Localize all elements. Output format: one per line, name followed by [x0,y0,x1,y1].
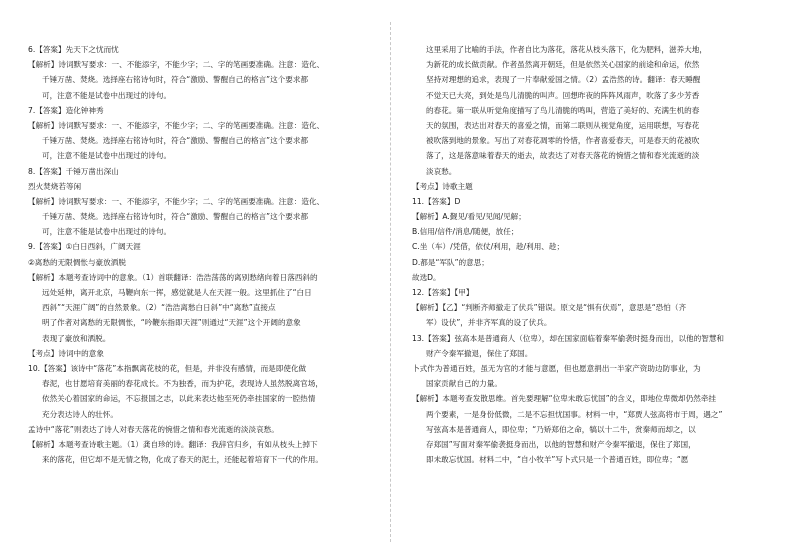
left-text-line: 千锤万凿、焚烧。选择座右铭诗句时，符合“激励、警醒自己的格言”这个要求都 [42,212,309,222]
left-text-line: 充分表达诗人的壮怀。 [42,409,118,419]
left-text-line: 【考点】诗词中的意象 [28,348,104,358]
right-text-line: 国家贡献自己的力量。 [426,379,502,389]
right-text-line: 为新花的成长做贡献。作者虽然离开朝廷，但是依然关心国家的前途和命运，依然 [426,60,700,70]
right-text-line: B.信用/信件/消息/随便，放任； [412,227,519,237]
left-text-line: 【解析】本题考查诗词中的意象。（1）首联翻译：浩浩荡荡的离别愁绪向着日落西斜的 [28,272,318,282]
left-text-line: 可，注意不能是试卷中出现过的诗句。 [42,90,172,100]
right-text-line: 的春花。第一联从听觉角度描写了鸟儿清脆的鸣叫，营造了美好的、充满生机的春 [426,105,700,115]
left-text-line: 【解析】诗词默写要求：一、不能添字，不能少字；二、字的笔画要准确。注意：造化、 [28,196,325,206]
left-text-line: 可，注意不能是试卷中出现过的诗句。 [42,227,172,237]
right-text-line: 两个要素，一是身份低微，二是不忘担忧国事。材料一中，“郑贾人弦高将市于周，遇之” [426,409,723,419]
right-text-line: 写弦高本是普通商人，即位卑；“乃矫郑伯之命，犒以十二牛，赏秦师而却之，以 [426,424,696,434]
left-text-line: 远处延伸，离开北京，马鞭向东一挥，感觉就是人在天涯一般。这里抓住了“白日 [42,288,312,297]
left-text-line: 来的落花，但它却不是无情之物，化成了春天的泥土，还能起着培育下一代的作用。 [42,455,323,465]
left-text-line: 7.【答案】造化钟神秀 [28,105,104,115]
left-text-line: 8.【答案】千锤万凿出深山 [28,166,119,176]
right-text-line: 存郑国”写面对秦军偷袭挺身而出，以他的智慧和财产令秦军撤退，保住了郑国， [426,439,696,449]
right-text-line: 淡哀愁。 [426,166,457,176]
right-text-line: 不觉天已大亮，到处是鸟儿清脆的叫声。回想昨夜的阵阵风雨声，吹落了多少芳香 [426,90,700,100]
right-text-line: 11.【答案】D [412,196,461,206]
left-text-line: 孟诗中“落花”则表达了诗人对春天落花的惋惜之情和春光流逝的淡淡哀愁。 [28,424,279,434]
left-text-line: ②离愁的无限惆怅与豪放洒脱 [28,257,126,267]
left-text-line: 依然关心着国家的命运，不忘报国之志，以此来表达他至死仍牵挂国家的一腔热情 [42,394,316,404]
left-text-line: 10.【答案】该诗中“落花”本指飘离花枝的花，但是，并非没有感情，而是即使化做 [28,363,307,373]
right-text-line: 12.【答案】【甲】 [412,288,474,297]
left-text-line: 明了作者对离愁的无限惆怅，“吟鞭东指即天涯”则通过“天涯”这个开阔的意象 [42,318,301,328]
right-text-line: 【解析】本题考查发散思维。首先要理解“位卑未敢忘忧国”的含义，即地位卑微却仍然牵挂 [412,394,717,404]
left-text-line: 千锤万凿、焚烧。选择座右铭诗句时，符合“激励、警醒自己的格言”这个要求都 [42,75,309,85]
right-column [412,42,758,467]
left-text-line: 千锤万凿、焚烧。选择座右铭诗句时，符合“激励、警醒自己的格言”这个要求都 [42,136,309,146]
right-text-line: 天的氛围，表达出对春天的喜爱之情，而第二联则从视觉角度，运用联想，写春花 [426,120,700,130]
left-text-line: 9.【答案】①白日西斜，广阔天涯 [28,242,141,252]
column-divider [390,22,391,542]
left-column [28,42,372,467]
right-text-line: 被吹落到地的景象。写出了对春花凋零的怜惜，作者喜爱春天，可是春天的花被吹 [426,136,700,146]
left-text-line: 可，注意不能是试卷中出现过的诗句。 [42,151,172,161]
right-text-line: 【解析】A.觐见/看见/见闻/见解； [412,212,526,222]
right-text-line: 落了，这是落意味着春天的逝去，故表达了对春天落花的惋惜之情和春光流逝的淡 [426,151,700,161]
left-text-line: 【解析】本题考查诗歌主题。（1）龚自珍的诗。翻译：我辞官归乡，有如从枝头上掉下 [28,439,318,449]
right-text-line: 故选D。 [412,272,441,282]
left-text-line: 西斜”“天涯广阔”的自然景象。（2）“浩浩离愁白日斜”中“离愁”直接点 [42,303,276,313]
left-text-line: 春泥，也甘愿培育美丽的春花成长。不为独香，而为护花，表现诗人虽然脱离官场， [42,379,323,389]
right-text-line: 坚持对理想的追求，表现了一片奉献爱国之情。（2）孟浩然的诗。翻译：春天睡醒 [426,75,701,85]
right-text-line: 【解析】【乙】“判断齐师撤走了伏兵”错误。原文是“惧有伏焉”，意思是“恐怕（齐 [412,303,687,313]
left-text-line: 6.【答案】先天下之忧而忧 [28,45,119,54]
left-text-line: 【解析】诗词默写要求：一、不能添字，不能少字；二、字的笔画要准确。注意：造化、 [28,60,325,70]
left-text-line: 表现了豪放和洒脱。 [42,333,111,343]
left-text-line: 【解析】诗词默写要求：一、不能添字，不能少字；二、字的笔画要准确。注意：造化、 [28,120,325,130]
right-text-line: 军）设伏”，并非齐军真的设了伏兵。 [426,318,552,328]
right-text-line: 卜式作为普通百姓，虽无为官的才能与意愿，但也愿意捐出一半家产资助边防事业，为 [412,363,701,373]
right-text-line: 【考点】诗歌主题 [412,181,473,191]
right-text-line: C.坐（车）/凭借，依仗/利用，趁/利用、趁； [412,242,565,252]
right-text-line: 即未敢忘忧国。材料二中，“自小牧羊”写卜式只是一个普通百姓，即位卑；“愿 [426,455,689,465]
right-text-line: 财产令秦军撤退，保住了郑国。 [426,348,533,358]
right-text-line: 这里采用了比喻的手法，作者自比为落花，落花从枝头落下，化为肥料，滋养大地， [426,45,707,54]
left-text-line: 烈火焚烧若等闲 [28,181,82,191]
right-text-line: D.都是“军队”的意思； [412,257,489,267]
right-text-line: 13.【答案】弦高本是普通商人（位卑），却在国家面临着秦军偷袭时挺身而出，以他的智慧和 [412,333,725,343]
